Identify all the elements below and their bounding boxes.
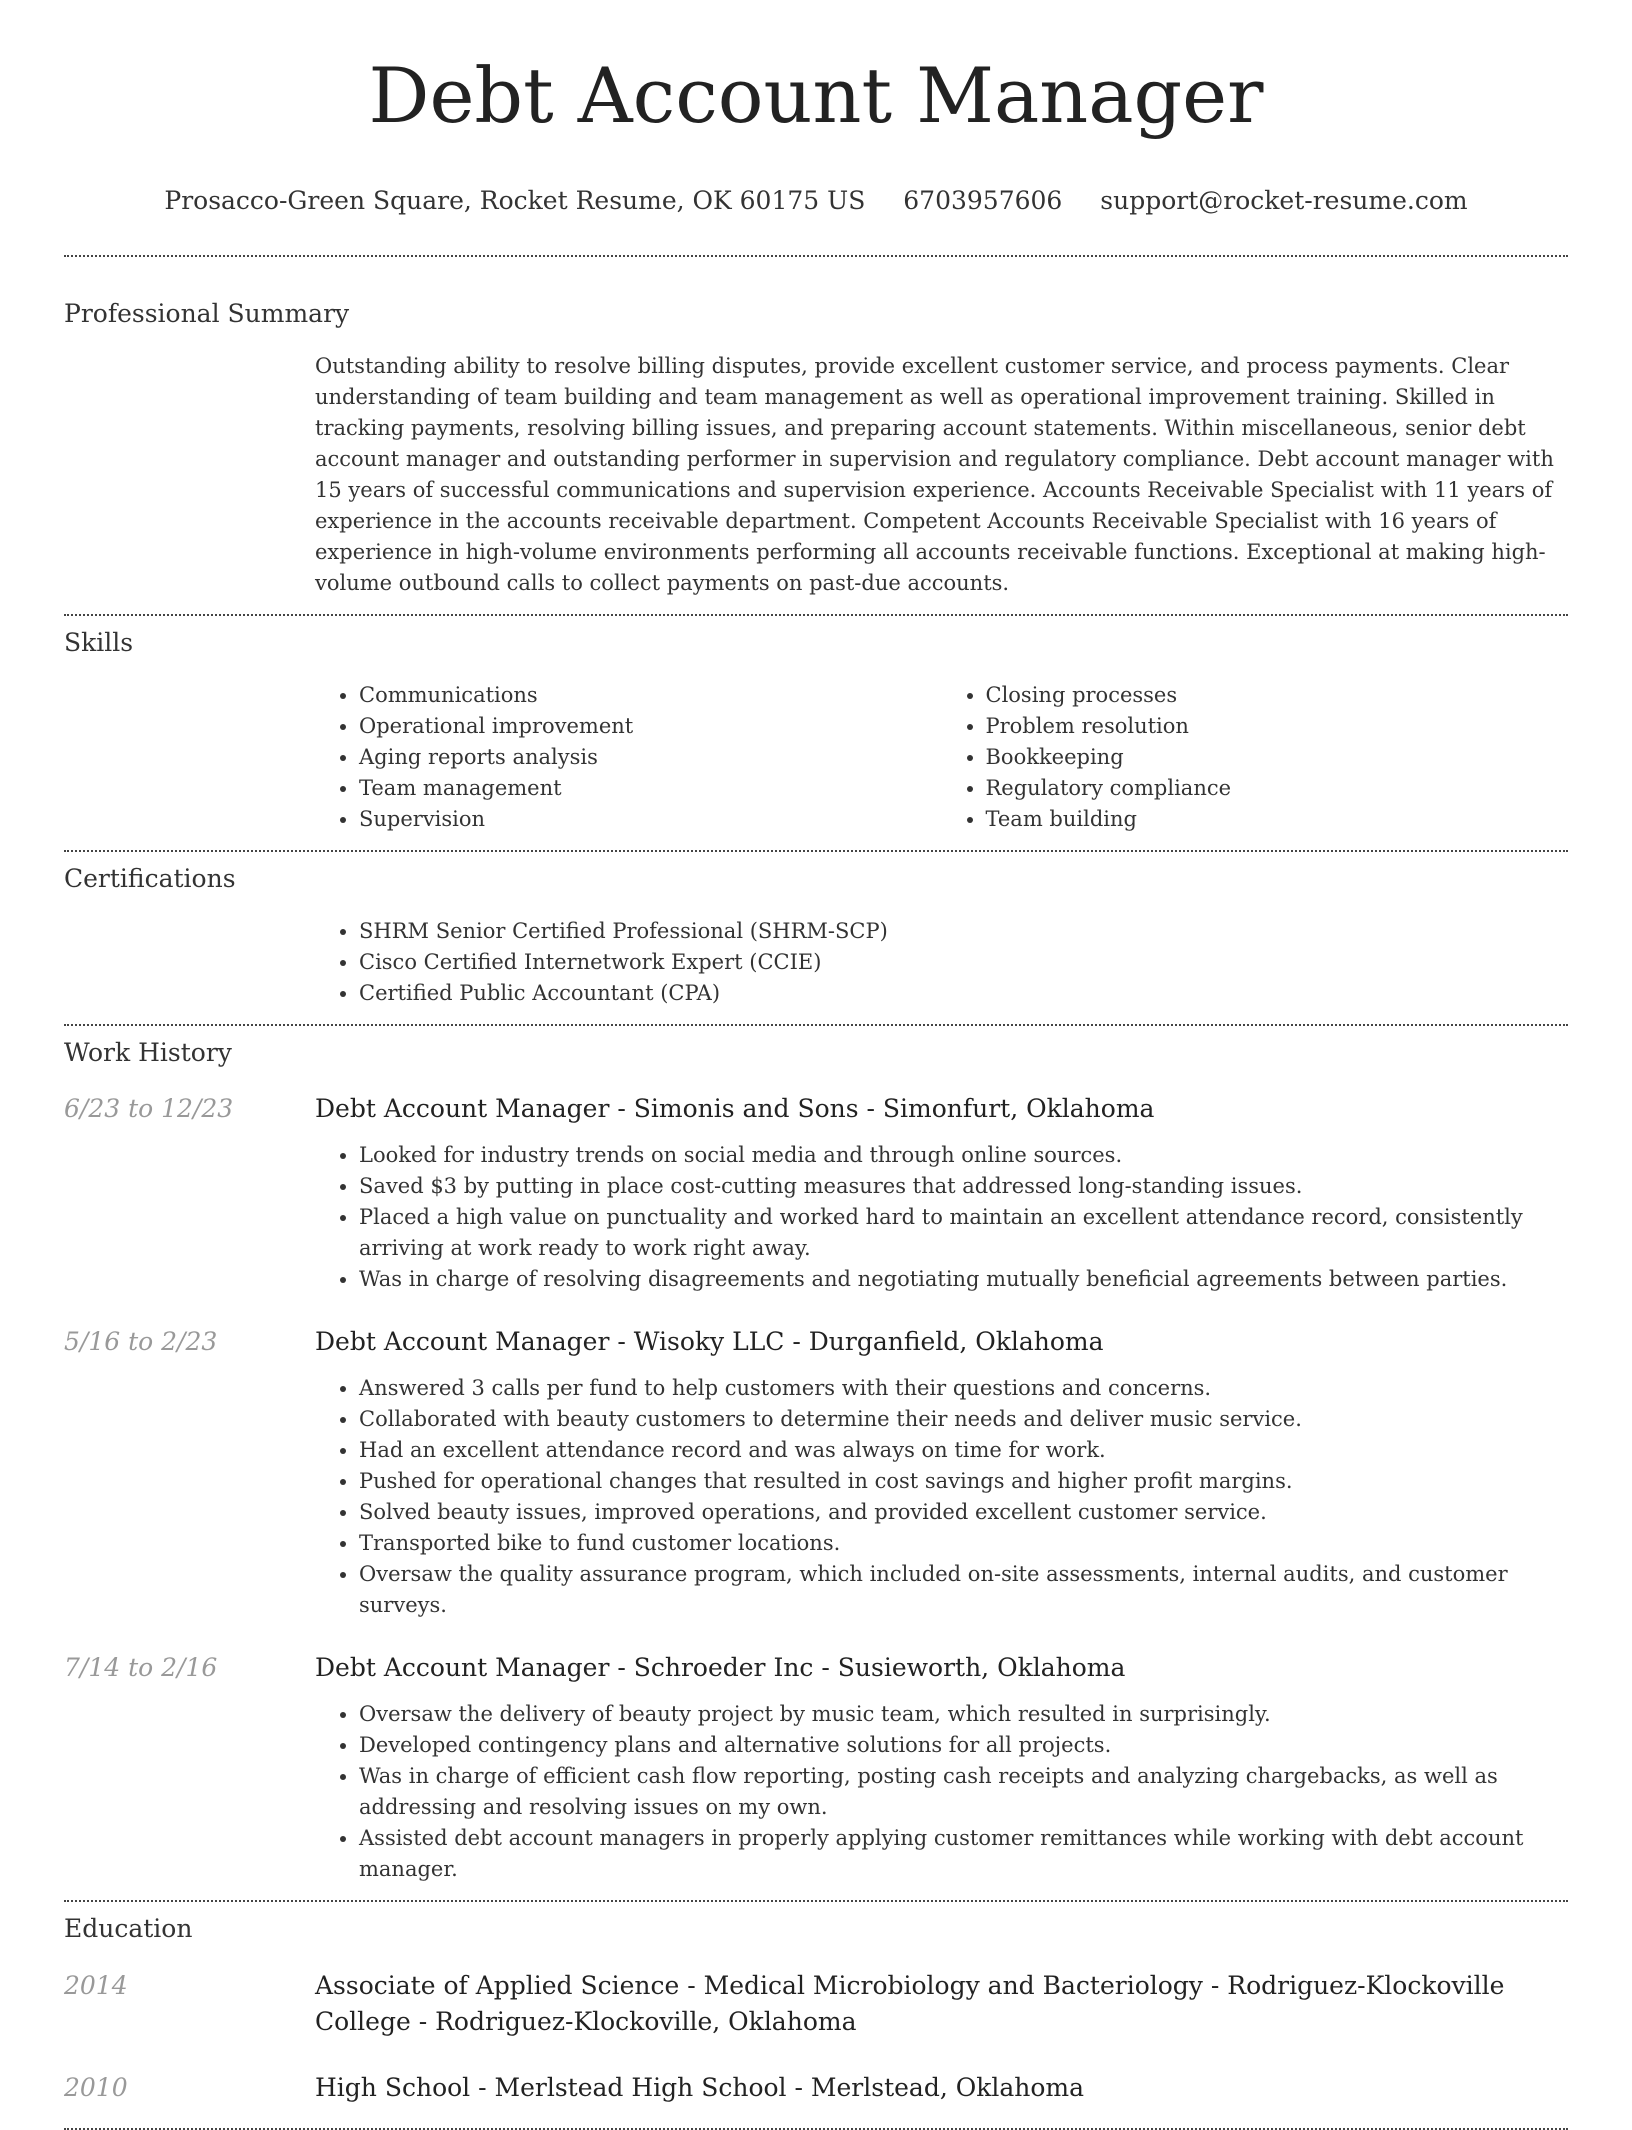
resume-name: Debt Account Manager (368, 51, 1264, 140)
job-bullet: • Had an excellent attendance record and was always on time for work. (359, 1435, 1568, 1466)
job-bullet: • Saved $3 by putting in place cost-cutting measures that addressed long-standing issues. (359, 1171, 1568, 1202)
skill-item: • Problem resolution (986, 711, 1569, 742)
job-dates: 6/23 to 12/23 (64, 1094, 234, 1123)
job-bullet: • Collaborated with beauty customers to determine their needs and deliver music service. (359, 1404, 1568, 1435)
education-entry (64, 1968, 1568, 2040)
job-title: Debt Account Manager - Simonis and Sons - Simonfurt, Oklahoma (315, 1094, 1155, 1123)
skills-list-right (942, 680, 1569, 835)
skill-item: • Bookkeeping (986, 742, 1569, 773)
skill-item: • Supervision (359, 804, 942, 835)
summary-text: Outstanding ability to resolve billing disputes, provide excellent customer service, and process payments. Clear understanding of team building and team management as well as operational improvement training. Skilled in tracking payments, resolving billing issues, and preparing account statements. Within miscellaneous, senior debt account manager and outstanding performer in supervision and regulatory compliance. Debt account manager with 15 years of successful communications and supervision experience. Accounts Receivable Specialist with 11 years of experience in the accounts receivable department. Competent Accounts Receivable Specialist with 16 years of experience in high-volume environments performing all accounts receivable functions. Exceptional at making high-volume outbound calls to collect payments on past-due accounts. (315, 354, 1554, 595)
job-entry (64, 1651, 1568, 1885)
contact-phone: 6703957606 (903, 186, 1063, 215)
job-bullet: • Placed a high value on punctuality and worked hard to maintain an excellent attendance record, consistently arriving at work ready to work right away. (359, 1202, 1568, 1264)
divider (64, 850, 1568, 852)
divider (64, 1024, 1568, 1026)
divider (64, 255, 1568, 257)
job-bullet: • Was in charge of resolving disagreements and negotiating mutually beneficial agreements between parties. (359, 1264, 1568, 1295)
section-title-education: Education (64, 1914, 193, 1943)
education-title: High School - Merlstead High School - Merlstead, Oklahoma (315, 2073, 1085, 2102)
section-title-skills: Skills (64, 628, 134, 657)
certifications-section (64, 862, 1568, 1009)
education-title: Associate of Applied Science - Medical Microbiology and Bacteriology - Rodriguez-Klockoville College - Rodriguez-Klockoville, Oklahoma (315, 1971, 1505, 2036)
job-bullet: • Was in charge of efficient cash flow reporting, posting cash receipts and analyzing chargebacks, as well as addressing and resolving issues on my own. (359, 1761, 1568, 1823)
job-bullet: • Oversaw the delivery of beauty project by music team, which resulted in surprisingly. (359, 1699, 1568, 1730)
contact-address: Prosacco-Green Square, Rocket Resume, OK 60175 US (164, 186, 866, 215)
job-bullet: • Transported bike to fund customer locations. (359, 1528, 1568, 1559)
education-section (64, 1912, 1568, 2106)
education-year: 2010 (64, 2073, 128, 2102)
section-title-work-history: Work History (64, 1038, 232, 1067)
job-dates: 5/16 to 2/23 (64, 1327, 218, 1356)
job-title: Debt Account Manager - Schroeder Inc - Susieworth, Oklahoma (315, 1653, 1126, 1682)
job-bullet: • Oversaw the quality assurance program, which included on-site assessments, internal audits, and customer surveys. (359, 1559, 1568, 1621)
contact-email: support@rocket-resume.com (1100, 186, 1468, 215)
summary-section (64, 297, 1568, 599)
certification-item: • SHRM Senior Certified Professional (SHRM-SCP) (359, 916, 1568, 947)
job-entry (64, 1092, 1568, 1295)
skill-item: • Operational improvement (359, 711, 942, 742)
job-bullets (315, 1699, 1568, 1885)
job-entry (64, 1325, 1568, 1621)
education-year: 2014 (64, 1971, 128, 2000)
job-bullets (315, 1140, 1568, 1295)
certifications-list (315, 916, 1568, 1009)
job-bullet: • Answered 3 calls per fund to help customers with their questions and concerns. (359, 1373, 1568, 1404)
divider (64, 614, 1568, 616)
job-bullet: • Solved beauty issues, improved operations, and provided excellent customer service. (359, 1497, 1568, 1528)
job-bullet: • Developed contingency plans and alternative solutions for all projects. (359, 1730, 1568, 1761)
skills-section (64, 626, 1568, 835)
resume-page (64, 0, 1568, 2130)
skill-item: • Aging reports analysis (359, 742, 942, 773)
certification-item: • Certified Public Accountant (CPA) (359, 978, 1568, 1009)
skill-item: • Team management (359, 773, 942, 804)
job-title: Debt Account Manager - Wisoky LLC - Durganfield, Oklahoma (315, 1327, 1104, 1356)
skill-item: • Closing processes (986, 680, 1569, 711)
skill-item: • Communications (359, 680, 942, 711)
section-title-certifications: Certifications (64, 864, 236, 893)
job-dates: 7/14 to 2/16 (64, 1653, 218, 1682)
job-bullet: • Looked for industry trends on social media and through online sources. (359, 1140, 1568, 1171)
skill-item: • Team building (986, 804, 1569, 835)
job-bullets (315, 1373, 1568, 1621)
contact-line (64, 184, 1568, 218)
skill-item: • Regulatory compliance (986, 773, 1569, 804)
education-entry (64, 2070, 1568, 2106)
skills-list-left (315, 680, 942, 835)
work-history-section (64, 1036, 1568, 1885)
divider (64, 1900, 1568, 1902)
certification-item: • Cisco Certified Internetwork Expert (CCIE) (359, 947, 1568, 978)
job-bullet: • Pushed for operational changes that resulted in cost savings and higher profit margins. (359, 1466, 1568, 1497)
job-bullet: • Assisted debt account managers in properly applying customer remittances while working with debt account manager. (359, 1823, 1568, 1885)
section-title-summary: Professional Summary (64, 299, 350, 328)
